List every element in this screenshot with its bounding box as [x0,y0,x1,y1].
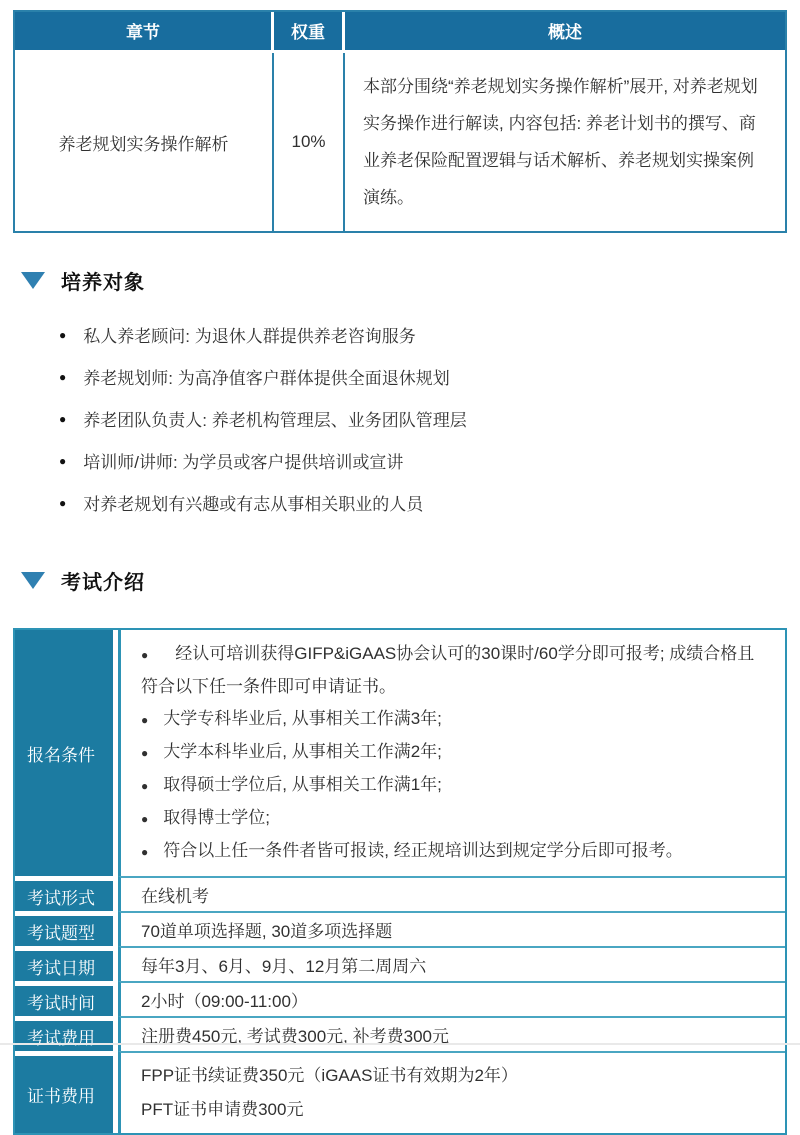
bullet-icon: ● [141,779,149,793]
bullet-icon: ● [141,648,149,662]
audience-item-text: 对养老规划有兴趣或有志从事相关职业的人员 [83,495,424,514]
row-label: 考试题型 [15,911,118,946]
list-item [59,364,787,389]
table-row [15,981,785,1016]
requirement-text: 大学专科毕业后, 从事相关工作满3年; [163,709,442,728]
audience-section-title: 培养对象 [61,272,145,294]
audience-section-heading [21,266,787,295]
list-item [59,406,787,431]
audience-list [59,322,787,515]
triangle-marker-icon [21,272,45,289]
table-row [15,876,785,911]
exam-section-title: 考试介绍 [61,572,145,594]
exam-question-types-cell: 70道单项选择题, 30道多项选择题 [118,911,785,946]
exam-fees-cell: 注册费450元, 考试费300元, 补考费300元 [118,1016,785,1051]
header-overview: 概述 [345,12,785,50]
bullet-icon: ● [141,713,149,727]
bullet-icon: ● [59,495,67,510]
header-weight: 权重 [274,12,345,50]
audience-item-text: 养老团队负责人: 养老机构管理层、业务团队管理层 [83,411,467,430]
exam-format-cell: 在线机考 [118,876,785,911]
list-item [59,490,787,515]
requirement-text: 大学本科毕业后, 从事相关工作满2年; [163,742,442,761]
row-label: 考试时间 [15,981,118,1016]
exam-info-table [13,628,787,1135]
table-row [15,946,785,981]
requirement-item [141,835,769,868]
overview-cell: 本部分围绕“养老规划实务操作解析”展开, 对养老规划实务操作进行解读, 内容包括: 养老计划书的撰写、商业养老保险配置逻辑与话术解析、养老规划实操案例演练。 [363,77,758,207]
row-label: 考试形式 [15,876,118,911]
bullet-icon: ● [59,453,67,468]
requirement-text: 经认可培训获得GIFP&iGAAS协会认可的30课时/60学分即可报考; 成绩合格且符合以下任一条件即可申请证书。 [141,644,755,696]
requirement-item [141,769,769,802]
header-chapter: 章节 [15,12,274,50]
curriculum-table [13,10,787,233]
table-row [15,1016,785,1051]
curriculum-table-row [15,53,785,231]
certificate-fee-line: PFT证书申请费300元 [141,1100,304,1119]
table-row [15,1051,785,1133]
requirement-item [141,802,769,835]
triangle-marker-icon [21,572,45,589]
page-bottom-edge [0,1043,800,1045]
requirement-item [141,638,769,703]
bullet-icon: ● [141,746,149,760]
certificate-fees-cell [118,1051,785,1133]
audience-item-text: 培训师/讲师: 为学员或客户提供培训或宣讲 [83,453,404,472]
row-label: 考试费用 [15,1016,118,1051]
list-item [59,322,787,347]
bullet-icon: ● [59,327,67,342]
row-label: 证书费用 [15,1051,118,1133]
bullet-icon: ● [141,812,149,826]
list-item [59,448,787,473]
curriculum-table-header [15,12,785,53]
requirement-item [141,736,769,769]
requirement-text: 符合以上任一条件者皆可报读, 经正规培训达到规定学分后即可报考。 [163,841,683,860]
requirement-text: 取得硕士学位后, 从事相关工作满1年; [163,775,442,794]
row-label: 考试日期 [15,946,118,981]
requirement-text: 取得博士学位; [163,808,270,827]
bullet-icon: ● [59,411,67,426]
exam-section-heading [21,566,787,595]
registration-requirements-cell [118,630,785,876]
weight-cell: 10% [274,53,345,231]
row-label: 报名条件 [15,630,118,876]
exam-duration-cell: 2小时（09:00-11:00） [118,981,785,1016]
bullet-icon: ● [141,845,149,859]
bullet-icon: ● [59,369,67,384]
chapter-cell: 养老规划实务操作解析 [15,53,274,231]
audience-item-text: 养老规划师: 为高净值客户群体提供全面退休规划 [83,369,450,388]
certificate-fee-line: FPP证书续证费350元（iGAAS证书有效期为2年） [141,1066,518,1085]
table-row [15,630,785,876]
exam-date-cell: 每年3月、6月、9月、12月第二周周六 [118,946,785,981]
audience-item-text: 私人养老顾问: 为退休人群提供养老咨询服务 [83,327,416,346]
table-row [15,911,785,946]
requirement-item [141,703,769,736]
